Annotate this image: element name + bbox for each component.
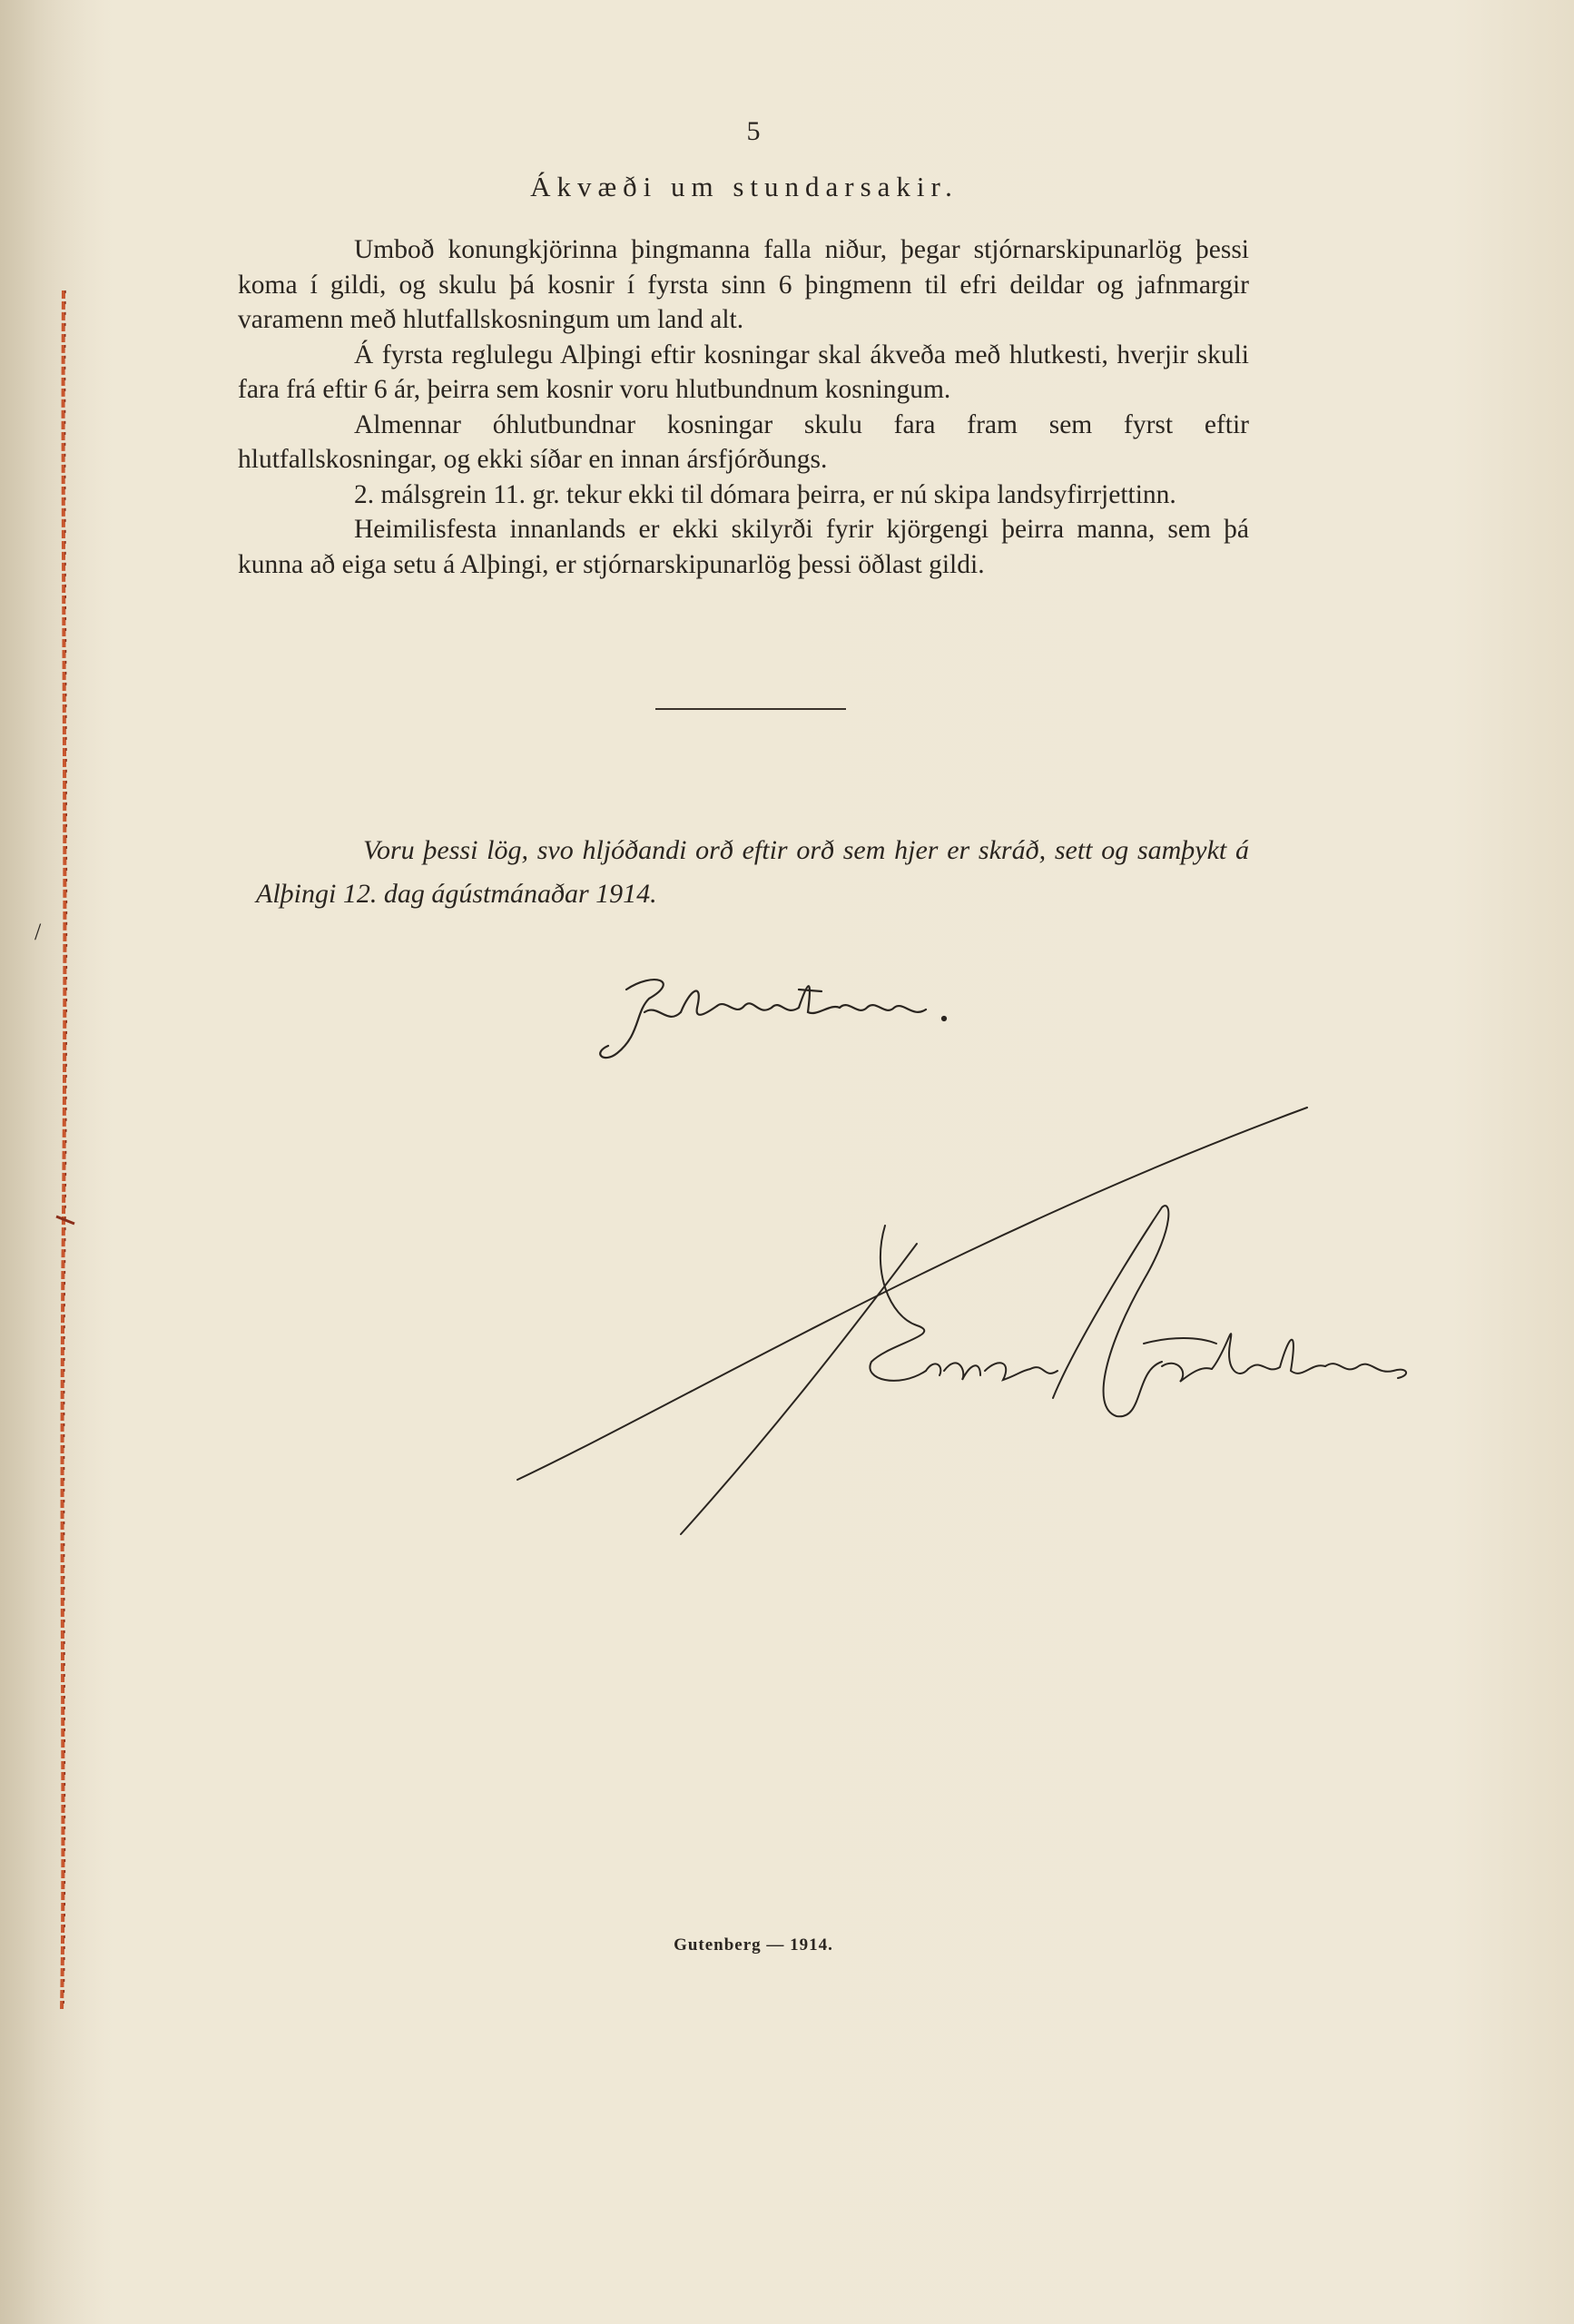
page-number: 5: [746, 116, 761, 146]
paragraph: Almennar óhlutbundnar kosningar skulu fara fram sem fyrst eftir hlutfallskosningar, og ekki síðar en innan ársfjórðungs.: [238, 409, 1249, 474]
paragraph: Á fyrsta reglulegu Alþingi eftir kosningar skal ákveða með hlutkesti, hverjir skuli fara frá eftir 6 ár, þeirra sem kosnir voru hlutbundnum kosningum.: [238, 340, 1249, 404]
binding-thread: [0, 0, 118, 2324]
divider-rule: [655, 708, 846, 710]
paragraph: Heimilisfesta innanlands er ekki skilyrði fyrir kjörgengi þeirra manna, sem þá kunna að eiga setu á Alþingi, er stjórnarskipunarlög þessi öðlast gildi.: [238, 515, 1249, 579]
closing-note-text: Voru þessi lög, svo hljóðandi orð eftir orð sem hjer er skráð, sett og samþykt á Alþingi 12. dag ágústmánaðar 1914.: [256, 835, 1249, 909]
paragraph: Umboð konungkjörinna þingmanna falla niður, þegar stjórnarskipunarlög þessi koma í gildi, og skulu þá kosnir í fyrsta sinn 6 þingmenn til efri deildar og jafnmargir varamenn með hlutfallskosningum um land alt.: [238, 235, 1249, 334]
paragraph: 2. málsgrein 11. gr. tekur ekki til dómara þeirra, er nú skipa landsyfirrjettinn.: [354, 479, 1176, 509]
signature-einar: [508, 1098, 1416, 1552]
section-heading: Ákvæði um stundarsakir.: [530, 171, 959, 202]
closing-note: [256, 829, 1249, 916]
margin-mark: /: [34, 919, 42, 945]
printer-imprint: Gutenberg — 1914.: [674, 1935, 833, 1955]
body-text: [238, 232, 1249, 582]
signature-havsteen: [581, 962, 980, 1071]
